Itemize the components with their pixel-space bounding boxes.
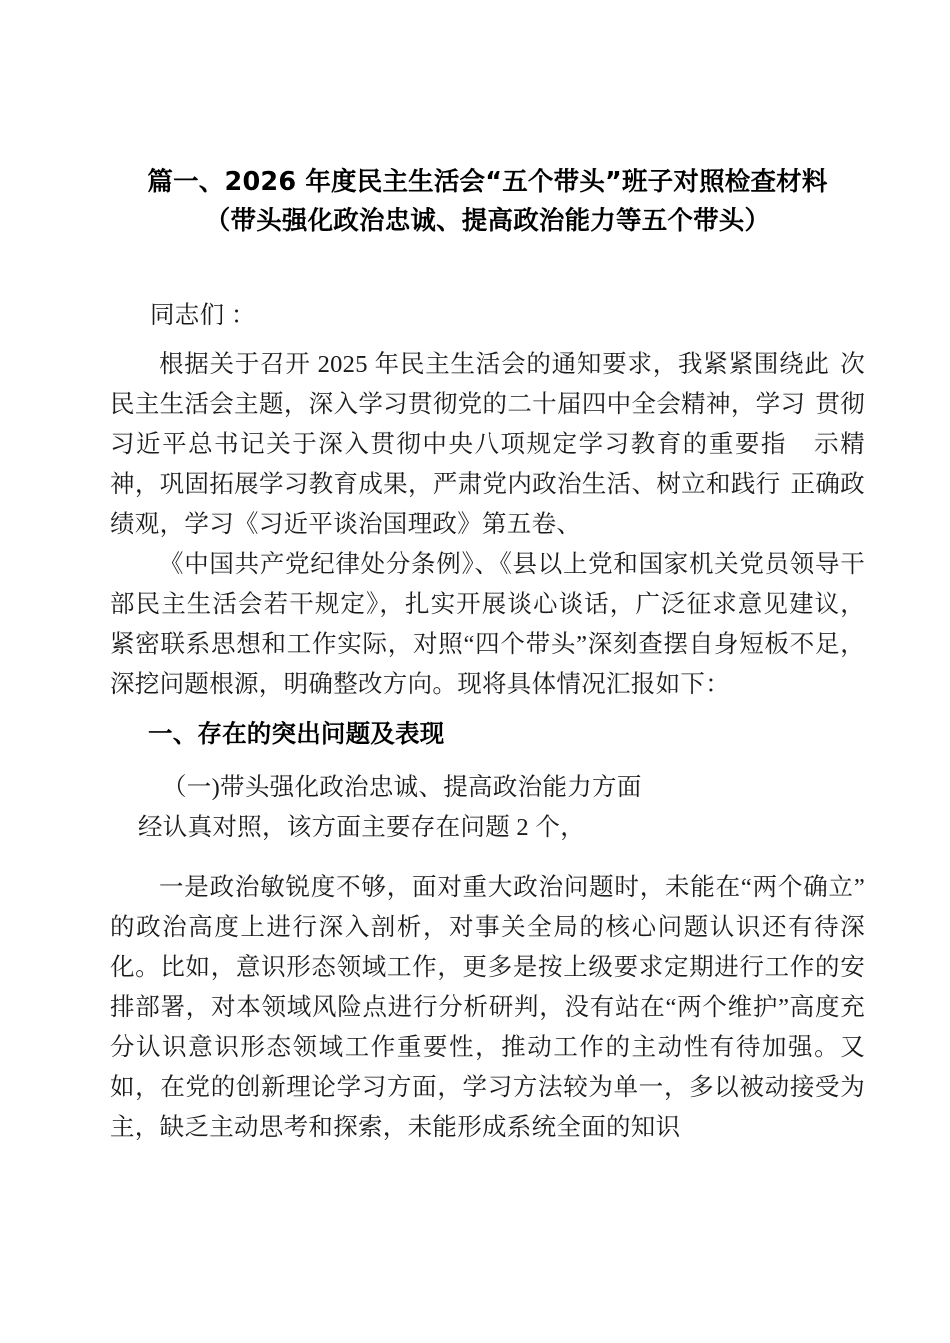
title-line-2: （带头强化政治忠诚、提高政治能力等五个带头） [204, 206, 771, 236]
paragraph-issue-one: 一是政治敏锐度不够，面对重大政治问题时，未能在“两个确立”的政治高度上进行深入剖析，对事关全局的核心问题认识还有待深化。比如，意识形态领域工作，更多是按上级要求定期进行工作的安排部署，对本领域风险点进行分析研判，没有站在“两个维护”高度充分认识意识形态领域工作重要性，推动工作的主动性有待加强。又如，在党的创新理论学习方面，学习方法较为单一，多以被动接受为主，缺乏主动思考和探索，未能形成系统全面的知识 [110, 874, 865, 1141]
spacer [110, 336, 865, 345]
paragraph-opening-seg-3: 贯彻习近平总书记关于深入贯彻中央八项规定学习教育的重要指 [110, 391, 865, 458]
spacer [110, 754, 865, 768]
document-content [110, 0, 865, 1148]
paragraph-opening-seg-2: 次民主生活会主题，深入学习贯彻党的二十届四中全会精神，学习 [110, 351, 865, 418]
spacer [110, 705, 865, 714]
page-title [110, 0, 865, 241]
subsection-summary-1: 经认真对照，该方面主要存在问题 2 个， [138, 814, 585, 841]
salutation: 同志们 ： [150, 302, 256, 329]
paragraph-opening-seg-4: 示精神，巩固拓展学习教育成果，严肃党内政治生活、树立和践行 [110, 431, 865, 498]
paragraph-opening [110, 345, 865, 545]
section-heading-1: 一、存在的突出问题及表现 [148, 719, 445, 748]
paragraph-regulations: 《中国共产党纪律处分条例》、《县以上党和国家机关党员领导干部民主生活会若干规定》，扎实开展谈心谈话，广泛征求意见建议，紧密联系思想和工作实际，对照“四个带头”深刻查摆自身短板不足，深挖问题根源，明确整改方向。现将具体情况汇报如下： [110, 551, 865, 698]
document-body [110, 296, 865, 1148]
title-line-1: 篇一、2026 年度民主生活会“五个带头”班子对照检查材料 [147, 167, 828, 197]
paragraph-opening-seg-5: 正确政绩观，学习《习近平谈治国理政》第五卷、 [110, 471, 865, 538]
paragraph-opening-seg-1: 根据关于召开 2025 年民主生活会的通知要求，我紧紧围绕此 [159, 351, 830, 378]
subsection-label-1: （一)带头强化政治忠诚、提高政治能力方面 [162, 774, 642, 801]
spacer [110, 848, 865, 868]
